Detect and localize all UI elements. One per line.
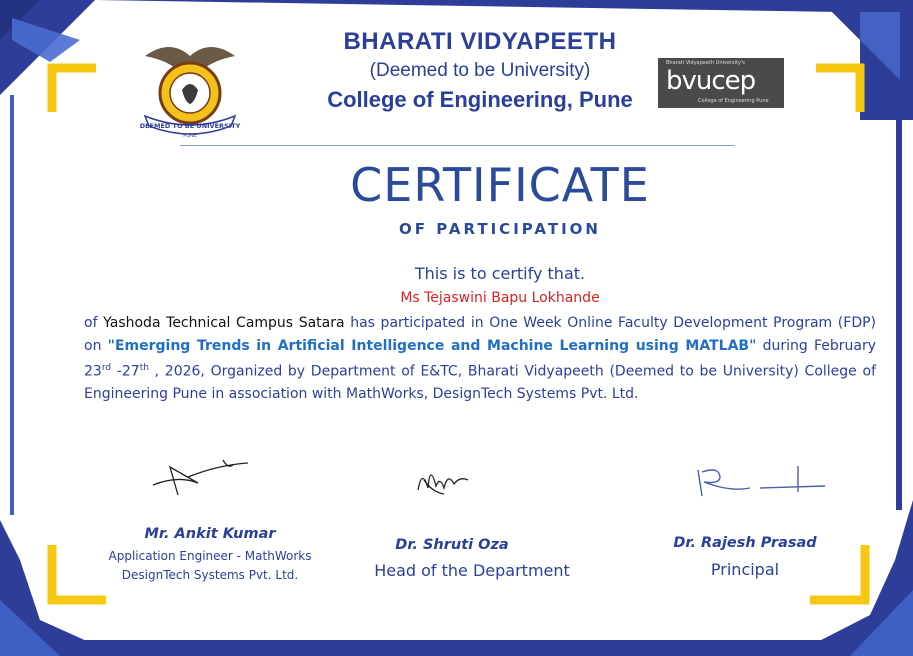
seal-bottom-text: PUNE: [183, 133, 197, 138]
signatory-2-role: Head of the Department: [374, 561, 570, 580]
signatory-1-role-line1: Application Engineer - MathWorks: [108, 549, 312, 563]
university-subtitle: (Deemed to be University): [369, 60, 591, 81]
institution-name: Yashoda Technical Campus Satara: [103, 315, 345, 331]
bvucep-logo: [658, 58, 784, 108]
university-seal-logo: [135, 38, 245, 138]
certificate-title: CERTIFICATE: [350, 158, 650, 212]
signature-rajesh-prasad: [690, 462, 830, 502]
body-part2: has participated in One Week Online Faculty Development Program (FDP) on: [84, 315, 877, 354]
signature-ankit-kumar: [148, 455, 258, 500]
signature-shruti-oza: [410, 458, 480, 503]
signatory-1-name: Mr. Ankit Kumar: [144, 526, 276, 542]
certificate-body: [84, 312, 876, 406]
header-divider: [180, 145, 735, 146]
body-part1: of: [84, 315, 104, 331]
sup-th: th: [139, 363, 149, 373]
college-name: College of Engineering, Pune: [327, 87, 633, 112]
logo-small-bottom: College of Engineering Pune: [698, 98, 769, 104]
program-title: "Emerging Trends in Artificial Intelligence and Machine Learning using MATLAB": [107, 337, 757, 354]
body-part5: , 2026, Organized by Department of E&TC, Bharati Vidyapeeth (Deemed to be University) College of Engineering Pune in association with MathWorks, DesignTech Systems Pvt. Ltd.: [84, 363, 876, 403]
seal-ribbon-text: DEEMED TO BE UNIVERSITY: [139, 122, 241, 130]
logo-small-top: Bharati Vidyapeeth University's: [666, 60, 745, 66]
body-part3: during February 23: [84, 337, 877, 380]
body-part4: -27: [111, 363, 140, 380]
sup-rd: rd: [101, 363, 112, 373]
signatory-3-role: Principal: [710, 560, 780, 579]
signatory-2-name: Dr. Shruti Oza: [395, 537, 509, 553]
certificate-subtitle: OF PARTICIPATION: [399, 220, 601, 238]
signatory-3-name: Dr. Rajesh Prasad: [673, 535, 817, 551]
university-name: BHARATI VIDYAPEETH: [343, 28, 617, 55]
logo-brand: bvucep: [666, 66, 756, 96]
recipient-name: Ms Tejaswini Bapu Lokhande: [400, 290, 600, 306]
certify-line: This is to certify that.: [414, 264, 586, 283]
signatory-1-role-line2: DesignTech Systems Pvt. Ltd.: [121, 568, 299, 582]
